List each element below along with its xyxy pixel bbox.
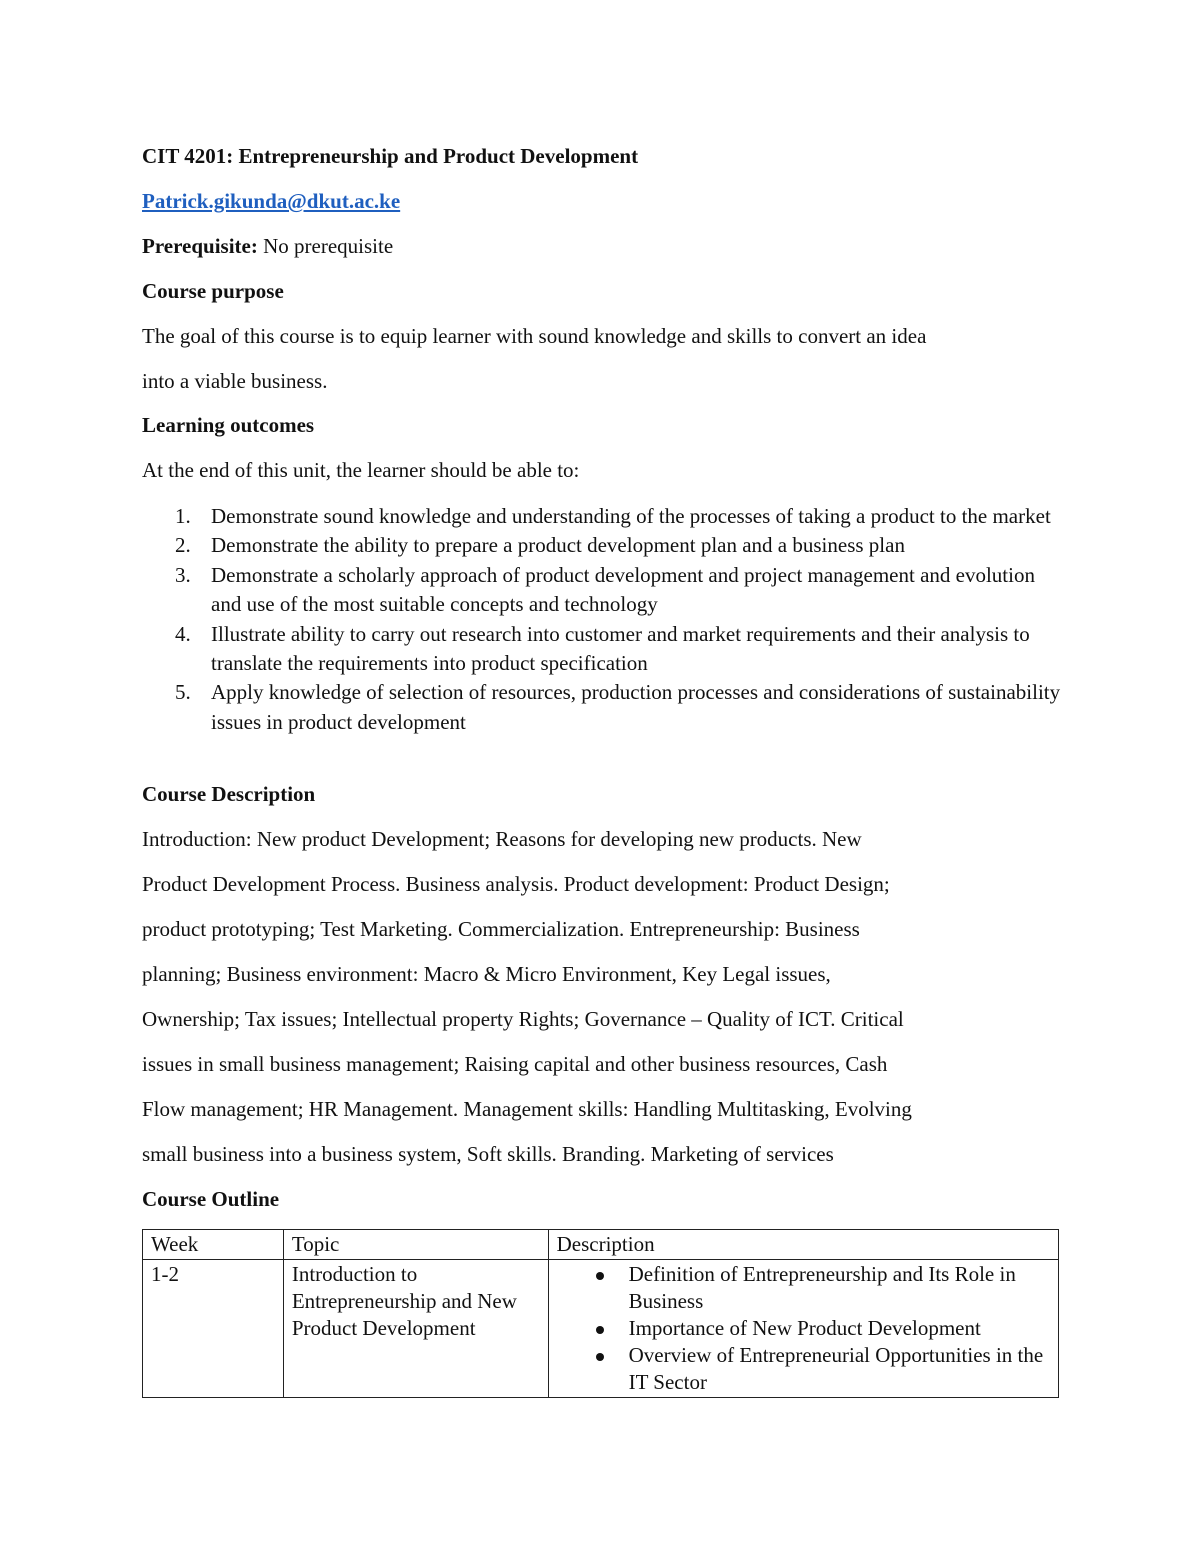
instructor-email-link[interactable]: Patrick.gikunda@dkut.ac.ke	[142, 189, 401, 213]
course-outline-heading: Course Outline	[142, 1187, 280, 1211]
list-item-text: Demonstrate the ability to prepare a product development plan and a business plan	[211, 533, 905, 558]
course-description-text: product prototyping; Test Marketing. Commercialization. Entrepreneurship: Business	[142, 917, 860, 941]
course-description-text: planning; Business environment: Macro & Micro Environment, Key Legal issues,	[142, 962, 831, 986]
prerequisite-label: Prerequisite:	[142, 234, 258, 258]
prerequisite-value: No prerequisite	[263, 234, 394, 258]
list-item	[142, 502, 1062, 531]
list-item-text: Illustrate ability to carry out research into customer and market requirements and their analysis to translate the requirements into product specification	[211, 621, 1030, 676]
week-cell: 1-2	[143, 1260, 284, 1398]
list-item-text: Demonstrate sound knowledge and understanding of the processes of taking a product to the market	[211, 504, 1051, 528]
list-item-number: 1.	[175, 504, 191, 528]
course-outline-table	[142, 1229, 1059, 1398]
course-title: CIT 4201: Entrepreneurship and Product Development	[142, 144, 639, 168]
course-description-heading: Course Description	[142, 782, 316, 806]
course-purpose-text: into a viable business.	[142, 369, 328, 393]
table-header-row	[143, 1230, 1059, 1260]
course-description-text: issues in small business management; Raising capital and other business resources, Cash	[142, 1052, 888, 1076]
learning-outcomes-heading: Learning outcomes	[142, 413, 315, 437]
bullet-text: Importance of New Product Development	[628, 1316, 981, 1340]
table-row	[143, 1260, 1059, 1398]
column-header-description: Description	[548, 1230, 1058, 1260]
bullet-icon	[596, 1326, 604, 1334]
list-item-text: Apply knowledge of selection of resources, production processes and considerations of sustainability issues in product development	[211, 680, 1061, 734]
prerequisite-line	[142, 233, 393, 259]
list-item	[142, 561, 1062, 620]
list-item-number: 5.	[175, 680, 191, 705]
list-item-number: 2.	[175, 533, 191, 558]
learning-outcomes-list	[142, 502, 1062, 737]
bullet-item	[557, 1342, 1050, 1396]
course-description-text: small business into a business system, Soft skills. Branding. Marketing of services	[142, 1142, 834, 1166]
learning-outcomes-intro: At the end of this unit, the learner should be able to:	[142, 458, 580, 482]
list-item	[142, 531, 1062, 560]
bullet-text: Overview of Entrepreneurial Opportunities in the IT Sector	[628, 1343, 1044, 1394]
description-cell	[548, 1260, 1058, 1398]
topic-cell: Introduction to Entrepreneurship and New Product Development	[283, 1260, 548, 1398]
bullet-icon	[596, 1353, 604, 1361]
column-header-topic: Topic	[283, 1230, 548, 1260]
course-description-text: Introduction: New product Development; Reasons for developing new products. New	[142, 827, 862, 851]
course-description-text: Flow management; HR Management. Management skills: Handling Multitasking, Evolving	[142, 1097, 912, 1121]
course-description-text: Product Development Process. Business analysis. Product development: Product Design;	[142, 872, 890, 896]
list-item-number: 4.	[175, 621, 191, 646]
description-bullet-list	[557, 1261, 1050, 1396]
bullet-text: Definition of Entrepreneurship and Its Role in Business	[628, 1262, 1016, 1313]
list-item	[142, 620, 1062, 679]
column-header-week: Week	[143, 1230, 284, 1260]
list-item-number: 3.	[175, 562, 191, 587]
bullet-item	[557, 1261, 1050, 1315]
course-purpose-text: The goal of this course is to equip learner with sound knowledge and skills to convert an idea	[142, 324, 927, 348]
bullet-icon	[596, 1272, 604, 1280]
course-description-text: Ownership; Tax issues; Intellectual property Rights; Governance – Quality of ICT. Critical	[142, 1007, 904, 1031]
list-item-text: Demonstrate a scholarly approach of product development and project management and evolution and use of the most suitable concepts and technology	[211, 562, 1035, 617]
bullet-item	[557, 1315, 1050, 1342]
list-item	[142, 678, 1062, 737]
course-purpose-heading: Course purpose	[142, 279, 284, 303]
